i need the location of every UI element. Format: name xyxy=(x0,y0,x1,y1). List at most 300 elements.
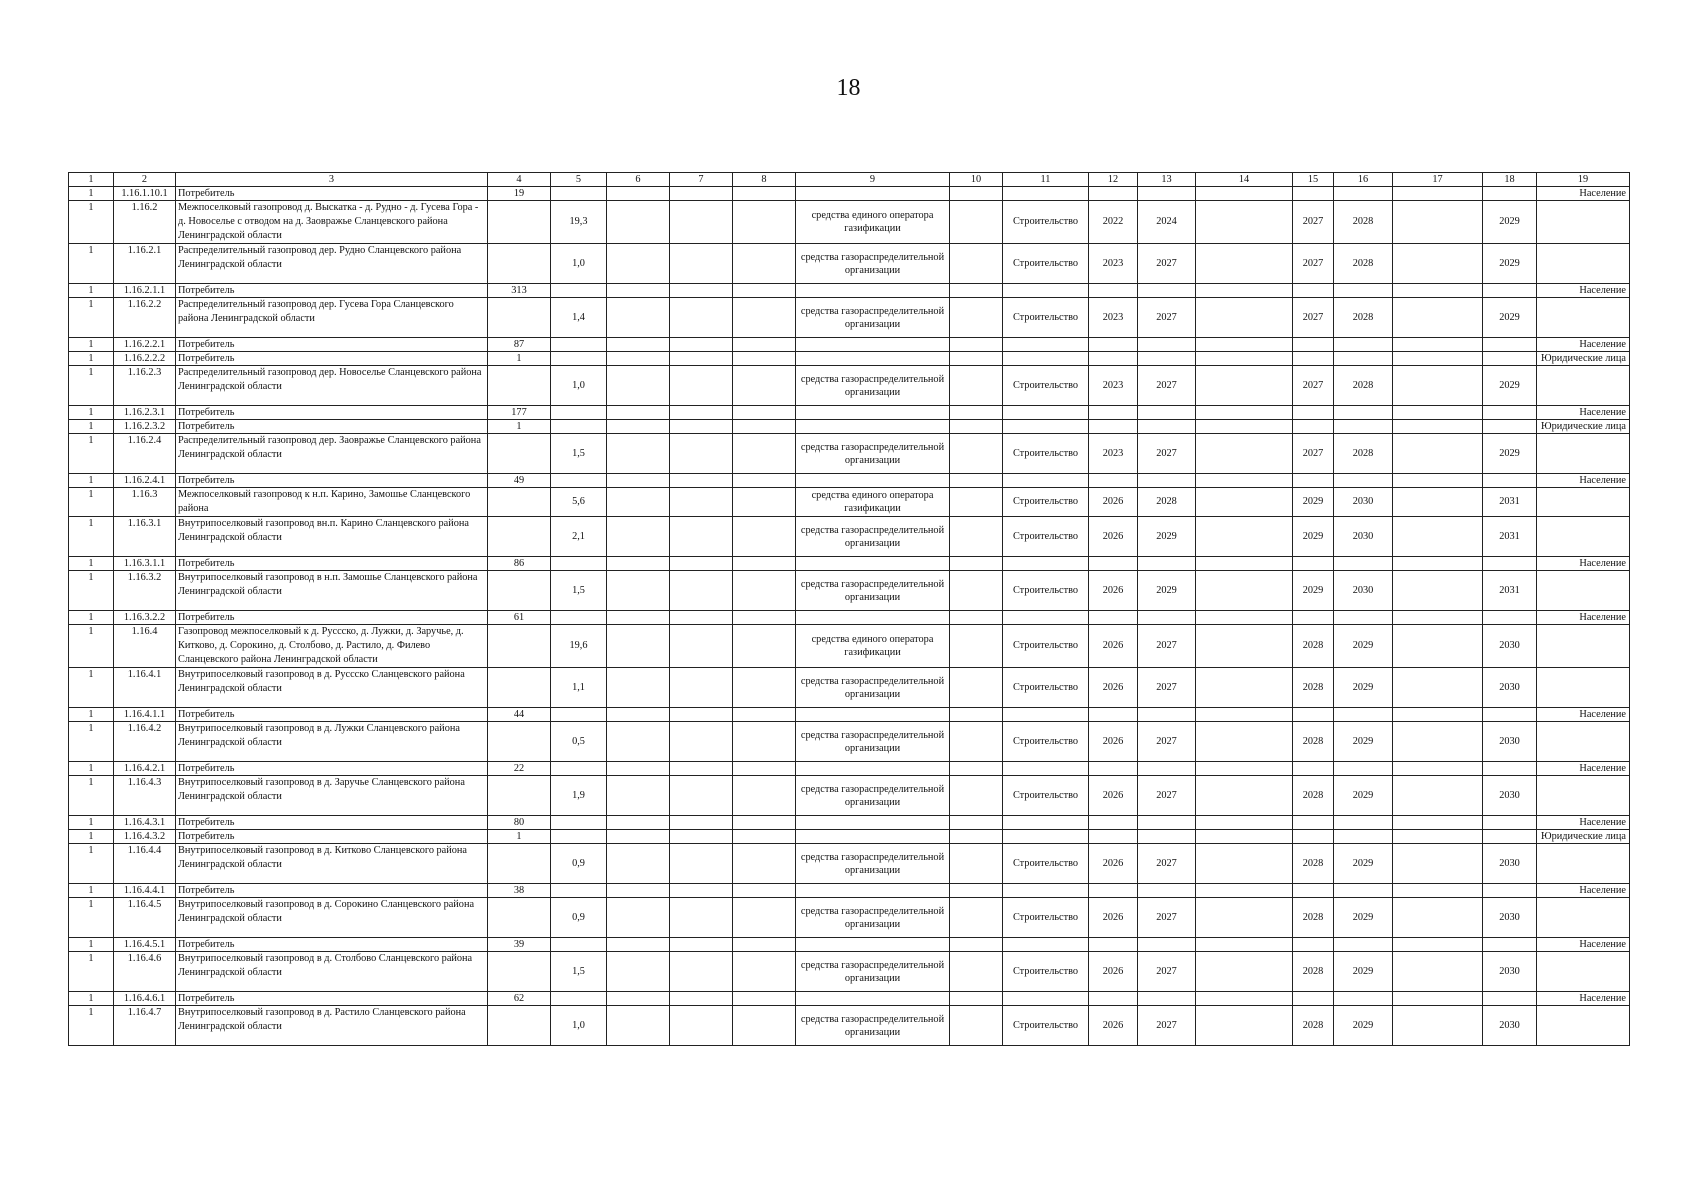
cell-col-4: 86 xyxy=(488,557,551,571)
consumer-row xyxy=(69,284,1630,298)
consumer-row xyxy=(69,420,1630,434)
cell-col-7 xyxy=(670,668,733,708)
cell-col-13: 2027 xyxy=(1138,366,1196,406)
gasification-table xyxy=(68,172,1630,1046)
cell-col-12: 2026 xyxy=(1089,488,1138,517)
cell-col-18: 2030 xyxy=(1483,952,1537,992)
cell-col-1: 1 xyxy=(69,187,114,201)
cell-col-14 xyxy=(1196,298,1293,338)
cell-col-10 xyxy=(950,611,1003,625)
cell-col-3: Внутрипоселковый газопровод в д. Столбово Сланцевского района Ленинградской области xyxy=(176,952,488,992)
cell-col-3: Внутрипоселковый газопровод в н.п. Замошье Сланцевского района Ленинградской области xyxy=(176,571,488,611)
cell-col-15 xyxy=(1293,830,1334,844)
cell-col-6 xyxy=(607,938,670,952)
cell-col-12: 2026 xyxy=(1089,844,1138,884)
cell-col-13 xyxy=(1138,406,1196,420)
cell-col-14 xyxy=(1196,844,1293,884)
cell-col-16 xyxy=(1334,406,1393,420)
cell-col-14 xyxy=(1196,571,1293,611)
cell-col-15 xyxy=(1293,352,1334,366)
cell-col-7 xyxy=(670,830,733,844)
cell-col-9 xyxy=(796,338,950,352)
cell-col-11 xyxy=(1003,352,1089,366)
cell-col-1: 1 xyxy=(69,352,114,366)
cell-col-7 xyxy=(670,488,733,517)
cell-col-16: 2028 xyxy=(1334,201,1393,244)
cell-col-15 xyxy=(1293,762,1334,776)
cell-col-14 xyxy=(1196,187,1293,201)
cell-col-12: 2026 xyxy=(1089,625,1138,668)
cell-col-6 xyxy=(607,338,670,352)
cell-col-3: Внутрипоселковый газопровод вн.п. Карино Сланцевского района Ленинградской области xyxy=(176,517,488,557)
cell-col-16 xyxy=(1334,352,1393,366)
cell-col-6 xyxy=(607,517,670,557)
cell-col-4 xyxy=(488,668,551,708)
cell-col-4 xyxy=(488,366,551,406)
cell-col-2: 1.16.4.1.1 xyxy=(114,708,176,722)
cell-col-17 xyxy=(1393,474,1483,488)
cell-col-7 xyxy=(670,420,733,434)
cell-col-5 xyxy=(551,187,607,201)
cell-col-18: 2029 xyxy=(1483,366,1537,406)
cell-col-14 xyxy=(1196,1006,1293,1046)
cell-col-11: Строительство xyxy=(1003,668,1089,708)
cell-col-17 xyxy=(1393,517,1483,557)
cell-col-16: 2029 xyxy=(1334,722,1393,762)
cell-col-1: 1 xyxy=(69,420,114,434)
cell-col-16: 2030 xyxy=(1334,488,1393,517)
cell-col-13: 2027 xyxy=(1138,952,1196,992)
cell-col-13: 2024 xyxy=(1138,201,1196,244)
cell-col-12 xyxy=(1089,816,1138,830)
cell-col-12 xyxy=(1089,557,1138,571)
cell-col-6 xyxy=(607,762,670,776)
cell-col-14 xyxy=(1196,898,1293,938)
cell-col-14 xyxy=(1196,611,1293,625)
cell-col-3: Потребитель xyxy=(176,816,488,830)
column-number-19: 19 xyxy=(1537,173,1630,187)
cell-col-19: Население xyxy=(1537,816,1630,830)
column-number-12: 12 xyxy=(1089,173,1138,187)
cell-col-16: 2029 xyxy=(1334,625,1393,668)
cell-col-7 xyxy=(670,187,733,201)
cell-col-6 xyxy=(607,898,670,938)
cell-col-4: 177 xyxy=(488,406,551,420)
cell-col-1: 1 xyxy=(69,776,114,816)
cell-col-17 xyxy=(1393,816,1483,830)
cell-col-19: Юридические лица xyxy=(1537,352,1630,366)
cell-col-12 xyxy=(1089,474,1138,488)
cell-col-12: 2026 xyxy=(1089,1006,1138,1046)
cell-col-16 xyxy=(1334,474,1393,488)
cell-col-3: Распределительный газопровод дер. Новоселье Сланцевского района Ленинградской области xyxy=(176,366,488,406)
cell-col-3: Внутрипоселковый газопровод в д. Сорокино Сланцевского района Ленинградской области xyxy=(176,898,488,938)
consumer-row xyxy=(69,708,1630,722)
cell-col-17 xyxy=(1393,830,1483,844)
cell-col-4: 1 xyxy=(488,420,551,434)
cell-col-2: 1.16.1.10.1 xyxy=(114,187,176,201)
cell-col-4: 1 xyxy=(488,352,551,366)
cell-col-1: 1 xyxy=(69,1006,114,1046)
cell-col-3: Потребитель xyxy=(176,284,488,298)
cell-col-14 xyxy=(1196,668,1293,708)
cell-col-7 xyxy=(670,898,733,938)
cell-col-19: Население xyxy=(1537,611,1630,625)
cell-col-13: 2027 xyxy=(1138,844,1196,884)
cell-col-6 xyxy=(607,366,670,406)
cell-col-1: 1 xyxy=(69,722,114,762)
pipeline-row xyxy=(69,668,1630,708)
cell-col-11: Строительство xyxy=(1003,571,1089,611)
cell-col-19 xyxy=(1537,668,1630,708)
pipeline-row xyxy=(69,1006,1630,1046)
cell-col-17 xyxy=(1393,298,1483,338)
cell-col-4: 1 xyxy=(488,830,551,844)
cell-col-9: средства газораспределительной организации xyxy=(796,898,950,938)
cell-col-13: 2027 xyxy=(1138,434,1196,474)
cell-col-5 xyxy=(551,992,607,1006)
cell-col-11 xyxy=(1003,420,1089,434)
cell-col-1: 1 xyxy=(69,284,114,298)
cell-col-14 xyxy=(1196,952,1293,992)
cell-col-5 xyxy=(551,762,607,776)
column-number-18: 18 xyxy=(1483,173,1537,187)
cell-col-1: 1 xyxy=(69,668,114,708)
consumer-row xyxy=(69,352,1630,366)
cell-col-13 xyxy=(1138,884,1196,898)
cell-col-15: 2027 xyxy=(1293,244,1334,284)
cell-col-10 xyxy=(950,952,1003,992)
cell-col-8 xyxy=(733,816,796,830)
cell-col-13: 2027 xyxy=(1138,722,1196,762)
cell-col-14 xyxy=(1196,474,1293,488)
cell-col-8 xyxy=(733,1006,796,1046)
cell-col-18 xyxy=(1483,474,1537,488)
cell-col-17 xyxy=(1393,952,1483,992)
cell-col-7 xyxy=(670,244,733,284)
pipeline-row xyxy=(69,488,1630,517)
cell-col-16: 2029 xyxy=(1334,952,1393,992)
cell-col-10 xyxy=(950,517,1003,557)
cell-col-13: 2028 xyxy=(1138,488,1196,517)
consumer-row xyxy=(69,816,1630,830)
cell-col-4: 39 xyxy=(488,938,551,952)
cell-col-5: 0,9 xyxy=(551,844,607,884)
cell-col-15: 2028 xyxy=(1293,898,1334,938)
cell-col-12: 2026 xyxy=(1089,668,1138,708)
cell-col-10 xyxy=(950,298,1003,338)
column-number-9: 9 xyxy=(796,173,950,187)
pipeline-row xyxy=(69,844,1630,884)
cell-col-2: 1.16.4.4.1 xyxy=(114,884,176,898)
column-number-6: 6 xyxy=(607,173,670,187)
cell-col-4: 19 xyxy=(488,187,551,201)
cell-col-15: 2029 xyxy=(1293,517,1334,557)
cell-col-8 xyxy=(733,992,796,1006)
cell-col-7 xyxy=(670,611,733,625)
column-number-11: 11 xyxy=(1003,173,1089,187)
cell-col-18: 2030 xyxy=(1483,844,1537,884)
cell-col-8 xyxy=(733,201,796,244)
cell-col-11 xyxy=(1003,611,1089,625)
cell-col-12: 2023 xyxy=(1089,434,1138,474)
cell-col-8 xyxy=(733,366,796,406)
cell-col-15 xyxy=(1293,938,1334,952)
cell-col-13: 2029 xyxy=(1138,517,1196,557)
cell-col-4 xyxy=(488,776,551,816)
cell-col-12 xyxy=(1089,762,1138,776)
cell-col-15 xyxy=(1293,708,1334,722)
consumer-row xyxy=(69,557,1630,571)
cell-col-15 xyxy=(1293,611,1334,625)
column-number-13: 13 xyxy=(1138,173,1196,187)
cell-col-1: 1 xyxy=(69,898,114,938)
cell-col-19 xyxy=(1537,244,1630,284)
cell-col-3: Внутрипоселковый газопровод в д. Заручье Сланцевского района Ленинградской области xyxy=(176,776,488,816)
cell-col-12: 2023 xyxy=(1089,366,1138,406)
cell-col-7 xyxy=(670,517,733,557)
cell-col-7 xyxy=(670,338,733,352)
cell-col-17 xyxy=(1393,557,1483,571)
cell-col-11: Строительство xyxy=(1003,366,1089,406)
cell-col-8 xyxy=(733,420,796,434)
cell-col-18 xyxy=(1483,938,1537,952)
cell-col-16 xyxy=(1334,816,1393,830)
cell-col-6 xyxy=(607,571,670,611)
cell-col-7 xyxy=(670,816,733,830)
cell-col-16 xyxy=(1334,187,1393,201)
cell-col-5 xyxy=(551,557,607,571)
cell-col-12 xyxy=(1089,284,1138,298)
cell-col-17 xyxy=(1393,722,1483,762)
cell-col-19: Население xyxy=(1537,992,1630,1006)
cell-col-12: 2026 xyxy=(1089,571,1138,611)
cell-col-16: 2028 xyxy=(1334,298,1393,338)
cell-col-19: Юридические лица xyxy=(1537,420,1630,434)
cell-col-2: 1.16.4.1 xyxy=(114,668,176,708)
cell-col-5 xyxy=(551,816,607,830)
cell-col-8 xyxy=(733,488,796,517)
cell-col-15 xyxy=(1293,557,1334,571)
cell-col-8 xyxy=(733,557,796,571)
cell-col-16: 2029 xyxy=(1334,1006,1393,1046)
cell-col-9: средства газораспределительной организации xyxy=(796,844,950,884)
cell-col-16 xyxy=(1334,420,1393,434)
cell-col-14 xyxy=(1196,776,1293,816)
cell-col-19 xyxy=(1537,434,1630,474)
cell-col-7 xyxy=(670,952,733,992)
cell-col-5 xyxy=(551,420,607,434)
cell-col-15 xyxy=(1293,406,1334,420)
cell-col-9 xyxy=(796,352,950,366)
cell-col-4: 61 xyxy=(488,611,551,625)
cell-col-4 xyxy=(488,201,551,244)
cell-col-13 xyxy=(1138,284,1196,298)
cell-col-12: 2022 xyxy=(1089,201,1138,244)
cell-col-4 xyxy=(488,952,551,992)
cell-col-19 xyxy=(1537,952,1630,992)
cell-col-2: 1.16.2.1.1 xyxy=(114,284,176,298)
cell-col-2: 1.16.4.2.1 xyxy=(114,762,176,776)
cell-col-5 xyxy=(551,830,607,844)
cell-col-4 xyxy=(488,517,551,557)
cell-col-12: 2026 xyxy=(1089,776,1138,816)
cell-col-6 xyxy=(607,406,670,420)
cell-col-10 xyxy=(950,884,1003,898)
cell-col-13 xyxy=(1138,816,1196,830)
cell-col-19 xyxy=(1537,722,1630,762)
cell-col-7 xyxy=(670,762,733,776)
cell-col-11 xyxy=(1003,474,1089,488)
cell-col-11: Строительство xyxy=(1003,488,1089,517)
cell-col-1: 1 xyxy=(69,938,114,952)
cell-col-9: средства газораспределительной организации xyxy=(796,571,950,611)
cell-col-2: 1.16.4.6.1 xyxy=(114,992,176,1006)
cell-col-4 xyxy=(488,298,551,338)
cell-col-10 xyxy=(950,338,1003,352)
column-number-5: 5 xyxy=(551,173,607,187)
cell-col-2: 1.16.4.5.1 xyxy=(114,938,176,952)
pipeline-row xyxy=(69,434,1630,474)
cell-col-2: 1.16.4.3 xyxy=(114,776,176,816)
cell-col-3: Внутрипоселковый газопровод в д. Китково Сланцевского района Ленинградской области xyxy=(176,844,488,884)
cell-col-8 xyxy=(733,517,796,557)
cell-col-18 xyxy=(1483,406,1537,420)
cell-col-6 xyxy=(607,284,670,298)
cell-col-9 xyxy=(796,474,950,488)
cell-col-3: Потребитель xyxy=(176,830,488,844)
cell-col-17 xyxy=(1393,668,1483,708)
cell-col-13 xyxy=(1138,352,1196,366)
cell-col-2: 1.16.4.5 xyxy=(114,898,176,938)
pipeline-row xyxy=(69,244,1630,284)
pipeline-row xyxy=(69,201,1630,244)
cell-col-4 xyxy=(488,571,551,611)
cell-col-3: Потребитель xyxy=(176,474,488,488)
cell-col-10 xyxy=(950,708,1003,722)
cell-col-12: 2026 xyxy=(1089,898,1138,938)
cell-col-3: Потребитель xyxy=(176,762,488,776)
cell-col-7 xyxy=(670,201,733,244)
cell-col-18: 2030 xyxy=(1483,1006,1537,1046)
cell-col-5: 1,9 xyxy=(551,776,607,816)
cell-col-3: Потребитель xyxy=(176,708,488,722)
consumer-row xyxy=(69,884,1630,898)
cell-col-10 xyxy=(950,938,1003,952)
cell-col-1: 1 xyxy=(69,884,114,898)
cell-col-6 xyxy=(607,420,670,434)
cell-col-8 xyxy=(733,722,796,762)
cell-col-12: 2026 xyxy=(1089,722,1138,762)
cell-col-11 xyxy=(1003,284,1089,298)
cell-col-2: 1.16.4.4 xyxy=(114,844,176,884)
cell-col-19 xyxy=(1537,298,1630,338)
cell-col-15: 2027 xyxy=(1293,298,1334,338)
cell-col-8 xyxy=(733,571,796,611)
cell-col-8 xyxy=(733,898,796,938)
cell-col-6 xyxy=(607,474,670,488)
cell-col-13 xyxy=(1138,611,1196,625)
cell-col-16 xyxy=(1334,830,1393,844)
cell-col-9: средства газораспределительной организации xyxy=(796,776,950,816)
pipeline-row xyxy=(69,298,1630,338)
cell-col-3: Распределительный газопровод дер. Заовражье Сланцевского района Ленинградской области xyxy=(176,434,488,474)
cell-col-1: 1 xyxy=(69,517,114,557)
cell-col-15: 2027 xyxy=(1293,366,1334,406)
cell-col-5 xyxy=(551,938,607,952)
cell-col-3: Межпоселковый газопровод д. Выскатка - д. Рудно - д. Гусева Гора - д. Новоселье с отводом на д. Заовражье Сланцевского района Ленинградской области xyxy=(176,201,488,244)
cell-col-6 xyxy=(607,776,670,816)
column-number-15: 15 xyxy=(1293,173,1334,187)
consumer-row xyxy=(69,762,1630,776)
cell-col-5: 19,6 xyxy=(551,625,607,668)
cell-col-18 xyxy=(1483,708,1537,722)
cell-col-16 xyxy=(1334,338,1393,352)
cell-col-11 xyxy=(1003,816,1089,830)
cell-col-2: 1.16.2.3.2 xyxy=(114,420,176,434)
cell-col-13: 2027 xyxy=(1138,776,1196,816)
cell-col-14 xyxy=(1196,244,1293,284)
column-number-row xyxy=(69,173,1630,187)
cell-col-14 xyxy=(1196,830,1293,844)
cell-col-10 xyxy=(950,474,1003,488)
cell-col-3: Распределительный газопровод дер. Рудно Сланцевского района Ленинградской области xyxy=(176,244,488,284)
cell-col-8 xyxy=(733,338,796,352)
cell-col-5: 0,5 xyxy=(551,722,607,762)
cell-col-9: средства единого оператора газификации xyxy=(796,625,950,668)
cell-col-14 xyxy=(1196,625,1293,668)
cell-col-16: 2029 xyxy=(1334,668,1393,708)
cell-col-1: 1 xyxy=(69,762,114,776)
cell-col-11 xyxy=(1003,406,1089,420)
cell-col-9 xyxy=(796,557,950,571)
cell-col-3: Потребитель xyxy=(176,338,488,352)
cell-col-19: Население xyxy=(1537,708,1630,722)
cell-col-1: 1 xyxy=(69,338,114,352)
column-number-3: 3 xyxy=(176,173,488,187)
cell-col-5: 1,0 xyxy=(551,366,607,406)
cell-col-10 xyxy=(950,571,1003,611)
cell-col-1: 1 xyxy=(69,611,114,625)
cell-col-8 xyxy=(733,762,796,776)
cell-col-5: 2,1 xyxy=(551,517,607,557)
cell-col-12 xyxy=(1089,406,1138,420)
cell-col-17 xyxy=(1393,776,1483,816)
cell-col-17 xyxy=(1393,571,1483,611)
cell-col-15: 2028 xyxy=(1293,952,1334,992)
cell-col-2: 1.16.2.3 xyxy=(114,366,176,406)
cell-col-10 xyxy=(950,557,1003,571)
cell-col-8 xyxy=(733,474,796,488)
cell-col-10 xyxy=(950,1006,1003,1046)
cell-col-15: 2029 xyxy=(1293,488,1334,517)
cell-col-8 xyxy=(733,625,796,668)
cell-col-8 xyxy=(733,844,796,884)
cell-col-9 xyxy=(796,406,950,420)
cell-col-2: 1.16.4.7 xyxy=(114,1006,176,1046)
cell-col-13 xyxy=(1138,474,1196,488)
cell-col-6 xyxy=(607,844,670,884)
cell-col-9 xyxy=(796,420,950,434)
cell-col-5: 1,5 xyxy=(551,571,607,611)
cell-col-1: 1 xyxy=(69,298,114,338)
cell-col-2: 1.16.2.2.2 xyxy=(114,352,176,366)
cell-col-17 xyxy=(1393,366,1483,406)
cell-col-10 xyxy=(950,201,1003,244)
cell-col-15: 2028 xyxy=(1293,844,1334,884)
cell-col-5: 19,3 xyxy=(551,201,607,244)
cell-col-12 xyxy=(1089,338,1138,352)
